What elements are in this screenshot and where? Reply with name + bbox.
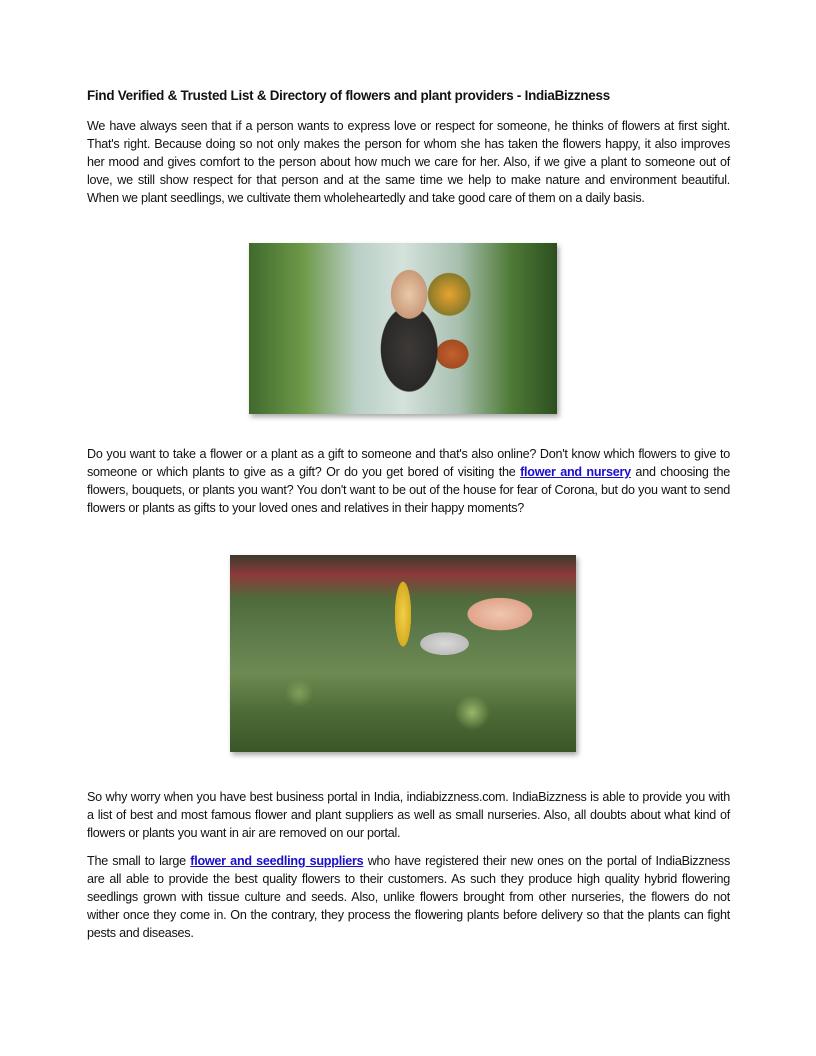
text: and choosing the flowers, bouquets, or plants you want? You don't want to be out of the house for fear of Corona, but do you want to send flowers or plants as gifts to your loved ones and relatives in their happy moments? xyxy=(87,465,730,515)
text: Do you want to take a flower or a plant as a gift to someone and that's also online? Don't know which flowers to give to someone or which plants to give as a gift? Or do you get bored of visiting the xyxy=(87,447,730,479)
succulent-nursery-image xyxy=(230,555,576,752)
intro-paragraph: We have always seen that if a person wants to express love or respect for someone, he thinks of flowers at first sight. That's right. Because doing so not only makes the person for whom she has taken the flowers happy, it also improves her mood and gives comfort to the person about how much we care for her. Also, if we give a plant to someone out of love, we still show respect for that person and at the same time we help to make nature and environment beautiful. When we plant seedlings, we cultivate them wholeheartedly and take good care of them on a daily basis. xyxy=(87,119,730,205)
suppliers-paragraph xyxy=(87,852,730,942)
gift-paragraph xyxy=(87,445,730,517)
text: who have registered their new ones on the portal of IndiaBizzness are all able to provide the best quality flowers to their customers. As such they produce high quality hybrid flowering seedlings grown with tissue culture and seeds. Also, unlike flowers brought from other nurseries, the flowers do not wither once they come in. On the contrary, they process the flowering plants before delivery so that the plants can fight pests and diseases. xyxy=(87,854,730,940)
page-title: Find Verified & Trusted List & Directory of flowers and plant providers - IndiaBizzness xyxy=(87,88,610,103)
woman-gardening-greenhouse-image xyxy=(249,243,557,414)
portal-paragraph: So why worry when you have best business portal in India, indiabizzness.com. IndiaBizzness is able to provide you with a list of best and most famous flower and plant suppliers as well as small nurseries. Also, all doubts about what kind of flowers or plants you want in air are removed on our portal. xyxy=(87,790,730,840)
flower-and-nursery-link[interactable]: flower and nursery xyxy=(520,465,631,479)
text: The small to large xyxy=(87,854,191,868)
flower-and-seedling-suppliers-link[interactable]: flower and seedling suppliers xyxy=(190,854,364,868)
